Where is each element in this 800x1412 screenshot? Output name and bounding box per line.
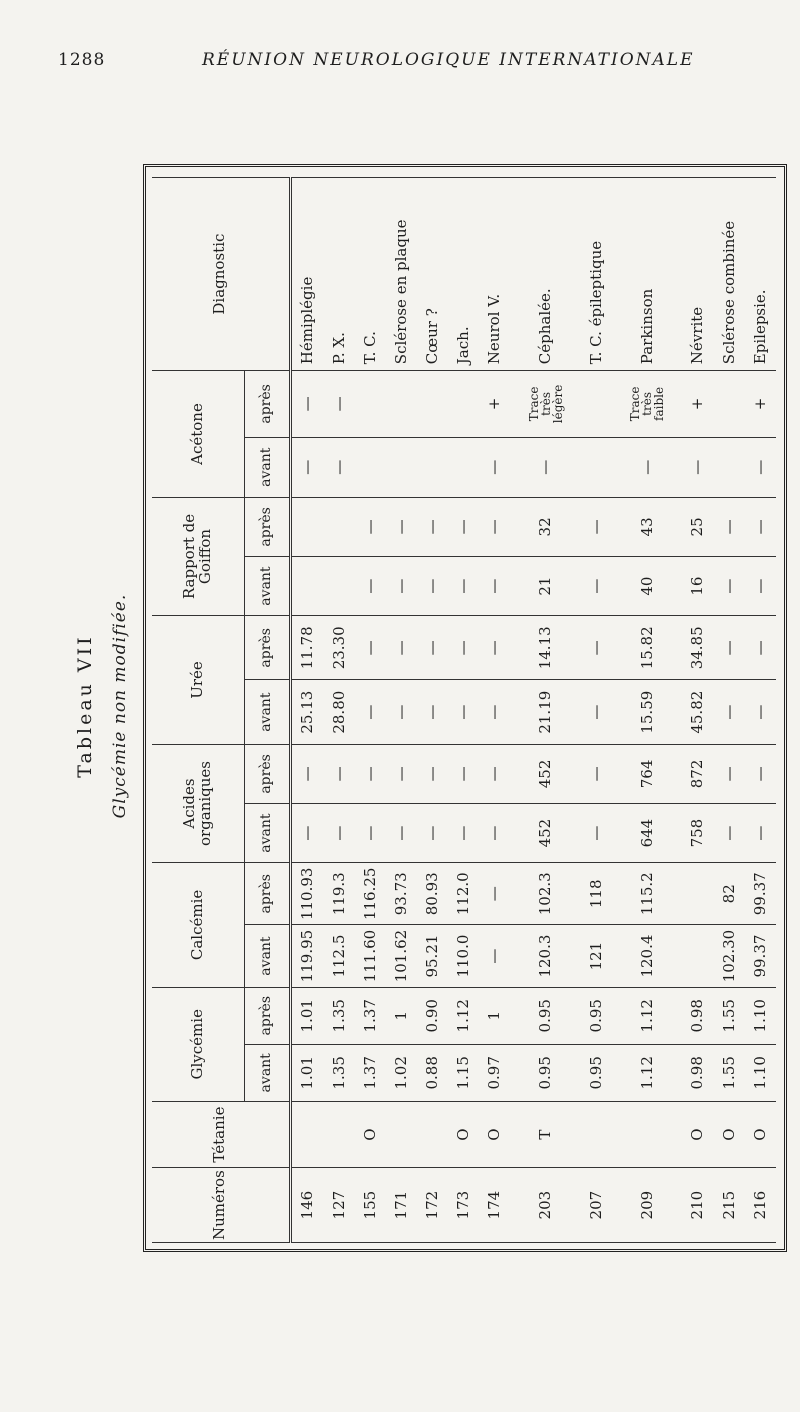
cell-acetone-avant: — bbox=[510, 437, 581, 497]
cell-numero: 203 bbox=[510, 1168, 581, 1243]
header-diagnostic: Diagnostic bbox=[152, 178, 290, 371]
cell-calcemie-apres: 112.0 bbox=[448, 863, 479, 925]
cell-uree-avant: — bbox=[745, 680, 776, 744]
cell-uree-apres: 34.85 bbox=[683, 616, 714, 680]
cell-glycemie-apres: 1.35 bbox=[324, 987, 355, 1044]
cell-diagnostic: Epilepsie. bbox=[745, 178, 776, 371]
cell-uree-apres: — bbox=[479, 616, 510, 680]
cell-rapport-apres: — bbox=[745, 497, 776, 556]
cell-diagnostic: Neurol V. bbox=[479, 178, 510, 371]
cell-numero: 209 bbox=[612, 1168, 683, 1243]
cell-rapport-apres: — bbox=[714, 497, 745, 556]
cell-acides-avant: — bbox=[714, 804, 745, 863]
cell-acetone-avant: — bbox=[745, 437, 776, 497]
table-row bbox=[479, 178, 510, 1243]
cell-uree-apres: — bbox=[417, 616, 448, 680]
cell-uree-avant: 25.13 bbox=[290, 680, 324, 744]
cell-glycemie-avant: 0.95 bbox=[581, 1044, 612, 1101]
cell-acides-avant: 452 bbox=[510, 804, 581, 863]
cell-uree-apres: — bbox=[714, 616, 745, 680]
cell-tetanie: O bbox=[683, 1101, 714, 1167]
cell-numero: 207 bbox=[581, 1168, 612, 1243]
cell-tetanie bbox=[612, 1101, 683, 1167]
cell-calcemie-avant: 99.37 bbox=[745, 925, 776, 987]
cell-acides-avant: — bbox=[290, 804, 324, 863]
header-acetone: Acétone bbox=[152, 371, 244, 498]
cell-acides-apres: — bbox=[479, 744, 510, 803]
cell-glycemie-apres: 0.90 bbox=[417, 987, 448, 1044]
cell-uree-avant: — bbox=[386, 680, 417, 744]
cell-diagnostic: Jach. bbox=[448, 178, 479, 371]
cell-calcemie-avant: 112.5 bbox=[324, 925, 355, 987]
table-row bbox=[612, 178, 683, 1243]
cell-numero: 174 bbox=[479, 1168, 510, 1243]
cell-calcemie-apres: 115.2 bbox=[612, 863, 683, 925]
subheader-avant: avant bbox=[244, 804, 290, 863]
cell-rapport-apres bbox=[290, 497, 324, 556]
cell-numero: 146 bbox=[290, 1168, 324, 1243]
cell-acetone-avant bbox=[714, 437, 745, 497]
cell-rapport-apres: — bbox=[581, 497, 612, 556]
cell-acides-avant: 644 bbox=[612, 804, 683, 863]
cell-rapport-apres: 43 bbox=[612, 497, 683, 556]
cell-numero: 155 bbox=[355, 1168, 386, 1243]
cell-uree-apres: — bbox=[581, 616, 612, 680]
header-glycemie: Glycémie bbox=[152, 987, 244, 1101]
cell-uree-avant: 21.19 bbox=[510, 680, 581, 744]
cell-uree-apres: 15.82 bbox=[612, 616, 683, 680]
cell-acides-apres: — bbox=[745, 744, 776, 803]
cell-acetone-apres: — bbox=[290, 371, 324, 437]
cell-rapport-avant: — bbox=[581, 556, 612, 615]
subheader-avant: avant bbox=[244, 680, 290, 744]
cell-acetone-avant bbox=[386, 437, 417, 497]
cell-acetone-avant: — bbox=[683, 437, 714, 497]
cell-acides-apres: — bbox=[417, 744, 448, 803]
cell-diagnostic: Sclérose combinée bbox=[714, 178, 745, 371]
cell-acides-avant: — bbox=[581, 804, 612, 863]
running-head-title: RÉUNION NEUROLOGIQUE INTERNATIONALE bbox=[202, 50, 695, 70]
cell-uree-apres: — bbox=[745, 616, 776, 680]
cell-acetone-avant bbox=[355, 437, 386, 497]
cell-acetone-avant bbox=[448, 437, 479, 497]
cell-acetone-apres bbox=[448, 371, 479, 437]
cell-glycemie-avant: 1.10 bbox=[745, 1044, 776, 1101]
cell-diagnostic: Parkinson bbox=[612, 178, 683, 371]
cell-glycemie-apres: 1.37 bbox=[355, 987, 386, 1044]
cell-glycemie-apres: 0.95 bbox=[581, 987, 612, 1044]
cell-calcemie-avant: 95.21 bbox=[417, 925, 448, 987]
cell-tetanie: O bbox=[714, 1101, 745, 1167]
cell-acetone-avant bbox=[581, 437, 612, 497]
cell-calcemie-avant: 120.4 bbox=[612, 925, 683, 987]
cell-calcemie-avant: 110.0 bbox=[448, 925, 479, 987]
cell-tetanie: T bbox=[510, 1101, 581, 1167]
cell-rapport-avant bbox=[290, 556, 324, 615]
cell-rapport-apres: — bbox=[386, 497, 417, 556]
cell-calcemie-avant: 120.3 bbox=[510, 925, 581, 987]
cell-acides-avant: — bbox=[324, 804, 355, 863]
cell-uree-avant: 15.59 bbox=[612, 680, 683, 744]
cell-glycemie-avant: 1.37 bbox=[355, 1044, 386, 1101]
subheader-avant: avant bbox=[244, 925, 290, 987]
header-tetanie: Tétanie bbox=[152, 1101, 290, 1167]
cell-calcemie-apres: 110.93 bbox=[290, 863, 324, 925]
cell-acetone-avant: — bbox=[290, 437, 324, 497]
cell-numero: 172 bbox=[417, 1168, 448, 1243]
cell-glycemie-apres: 1 bbox=[386, 987, 417, 1044]
cell-rapport-apres: — bbox=[355, 497, 386, 556]
cell-calcemie-apres: 102.3 bbox=[510, 863, 581, 925]
header-rapport: Rapport de Goiffon bbox=[152, 497, 244, 615]
cell-acetone-apres: Trace très faible bbox=[612, 371, 683, 437]
cell-glycemie-apres: 1.55 bbox=[714, 987, 745, 1044]
cell-acides-avant: — bbox=[386, 804, 417, 863]
cell-rapport-avant: 40 bbox=[612, 556, 683, 615]
cell-acetone-apres: — bbox=[324, 371, 355, 437]
cell-uree-apres: — bbox=[355, 616, 386, 680]
subheader-apres: après bbox=[244, 744, 290, 803]
cell-acides-apres: — bbox=[581, 744, 612, 803]
table-row bbox=[417, 178, 448, 1243]
cell-diagnostic: Hémiplégie bbox=[290, 178, 324, 371]
cell-acetone-apres: + bbox=[479, 371, 510, 437]
cell-acides-apres: 872 bbox=[683, 744, 714, 803]
subheader-avant: avant bbox=[244, 556, 290, 615]
cell-glycemie-apres: 1 bbox=[479, 987, 510, 1044]
header-calcemie: Calcémie bbox=[152, 863, 244, 988]
cell-tetanie bbox=[417, 1101, 448, 1167]
cell-calcemie-apres: 99.37 bbox=[745, 863, 776, 925]
cell-tetanie: O bbox=[355, 1101, 386, 1167]
cell-calcemie-apres: 116.25 bbox=[355, 863, 386, 925]
cell-acetone-apres bbox=[355, 371, 386, 437]
cell-acides-apres: — bbox=[324, 744, 355, 803]
cell-acetone-avant: — bbox=[479, 437, 510, 497]
cell-calcemie-apres: 93.73 bbox=[386, 863, 417, 925]
cell-acetone-avant: — bbox=[324, 437, 355, 497]
cell-diagnostic: Cœur ? bbox=[417, 178, 448, 371]
cell-tetanie: O bbox=[745, 1101, 776, 1167]
cell-glycemie-avant: 1.15 bbox=[448, 1044, 479, 1101]
cell-tetanie: O bbox=[479, 1101, 510, 1167]
cell-calcemie-apres: 119.3 bbox=[324, 863, 355, 925]
subheader-apres: après bbox=[244, 863, 290, 925]
cell-rapport-avant: 16 bbox=[683, 556, 714, 615]
table-row bbox=[581, 178, 612, 1243]
cell-tetanie bbox=[290, 1101, 324, 1167]
cell-diagnostic: Névrite bbox=[683, 178, 714, 371]
table-row bbox=[386, 178, 417, 1243]
cell-acetone-avant: — bbox=[612, 437, 683, 497]
table-row bbox=[324, 178, 355, 1243]
cell-rapport-avant: — bbox=[355, 556, 386, 615]
cell-numero: 173 bbox=[448, 1168, 479, 1243]
cell-acetone-apres bbox=[714, 371, 745, 437]
cell-numero: 210 bbox=[683, 1168, 714, 1243]
cell-acetone-apres bbox=[386, 371, 417, 437]
subheader-avant: avant bbox=[244, 437, 290, 497]
cell-rapport-avant: — bbox=[745, 556, 776, 615]
table-row bbox=[355, 178, 386, 1243]
cell-calcemie-apres bbox=[683, 863, 714, 925]
cell-rapport-apres: 25 bbox=[683, 497, 714, 556]
cell-rapport-avant: — bbox=[714, 556, 745, 615]
cell-glycemie-avant: 1.55 bbox=[714, 1044, 745, 1101]
cell-diagnostic: Sclérose en plaque bbox=[386, 178, 417, 371]
cell-glycemie-avant: 0.97 bbox=[479, 1044, 510, 1101]
cell-uree-avant: — bbox=[479, 680, 510, 744]
cell-rapport-apres: 32 bbox=[510, 497, 581, 556]
cell-glycemie-apres: 0.95 bbox=[510, 987, 581, 1044]
cell-acetone-apres: + bbox=[745, 371, 776, 437]
subheader-apres: après bbox=[244, 987, 290, 1044]
cell-acides-apres: — bbox=[448, 744, 479, 803]
cell-numero: 215 bbox=[714, 1168, 745, 1243]
subheader-apres: après bbox=[244, 497, 290, 556]
cell-acides-avant: — bbox=[745, 804, 776, 863]
cell-calcemie-avant bbox=[683, 925, 714, 987]
cell-glycemie-avant: 0.88 bbox=[417, 1044, 448, 1101]
cell-acides-avant: 758 bbox=[683, 804, 714, 863]
cell-acides-avant: — bbox=[448, 804, 479, 863]
header-uree: Urée bbox=[152, 616, 244, 745]
cell-glycemie-apres: 1.01 bbox=[290, 987, 324, 1044]
cell-uree-avant: — bbox=[581, 680, 612, 744]
cell-rapport-avant: — bbox=[448, 556, 479, 615]
data-table bbox=[152, 177, 776, 1243]
cell-calcemie-avant: 101.62 bbox=[386, 925, 417, 987]
table-subtitle: Glycémie non modifiée. bbox=[110, 593, 130, 819]
cell-tetanie bbox=[581, 1101, 612, 1167]
cell-rapport-apres: — bbox=[417, 497, 448, 556]
cell-calcemie-apres: 80.93 bbox=[417, 863, 448, 925]
cell-uree-apres: — bbox=[448, 616, 479, 680]
cell-glycemie-avant: 1.35 bbox=[324, 1044, 355, 1101]
cell-acides-apres: 452 bbox=[510, 744, 581, 803]
cell-calcemie-avant: 121 bbox=[581, 925, 612, 987]
cell-calcemie-apres: 82 bbox=[714, 863, 745, 925]
cell-glycemie-avant: 0.95 bbox=[510, 1044, 581, 1101]
cell-rapport-apres bbox=[324, 497, 355, 556]
cell-numero: 171 bbox=[386, 1168, 417, 1243]
cell-glycemie-apres: 0.98 bbox=[683, 987, 714, 1044]
cell-acides-avant: — bbox=[355, 804, 386, 863]
table-row bbox=[714, 178, 745, 1243]
cell-rapport-avant: 21 bbox=[510, 556, 581, 615]
cell-glycemie-apres: 1.12 bbox=[448, 987, 479, 1044]
cell-uree-avant: — bbox=[355, 680, 386, 744]
cell-calcemie-apres: 118 bbox=[581, 863, 612, 925]
cell-acetone-apres: Trace très légère bbox=[510, 371, 581, 437]
cell-rapport-avant bbox=[324, 556, 355, 615]
cell-acides-apres: 764 bbox=[612, 744, 683, 803]
cell-diagnostic: Céphalée. bbox=[510, 178, 581, 371]
cell-uree-avant: — bbox=[714, 680, 745, 744]
cell-rapport-apres: — bbox=[448, 497, 479, 556]
cell-diagnostic: T. C. bbox=[355, 178, 386, 371]
cell-tetanie: O bbox=[448, 1101, 479, 1167]
cell-glycemie-apres: 1.10 bbox=[745, 987, 776, 1044]
cell-diagnostic: T. C. épileptique bbox=[581, 178, 612, 371]
cell-tetanie bbox=[386, 1101, 417, 1167]
cell-glycemie-avant: 1.12 bbox=[612, 1044, 683, 1101]
cell-rapport-avant: — bbox=[417, 556, 448, 615]
cell-rapport-apres: — bbox=[479, 497, 510, 556]
cell-acides-apres: — bbox=[290, 744, 324, 803]
cell-numero: 127 bbox=[324, 1168, 355, 1243]
cell-glycemie-avant: 1.01 bbox=[290, 1044, 324, 1101]
cell-glycemie-avant: 1.02 bbox=[386, 1044, 417, 1101]
subheader-avant: avant bbox=[244, 1044, 290, 1101]
table-row bbox=[448, 178, 479, 1243]
cell-uree-avant: 28.80 bbox=[324, 680, 355, 744]
cell-calcemie-avant: — bbox=[479, 925, 510, 987]
cell-uree-avant: — bbox=[448, 680, 479, 744]
table-title: Tableau VII bbox=[74, 634, 96, 778]
table-frame bbox=[143, 164, 787, 1252]
cell-acides-apres: — bbox=[714, 744, 745, 803]
cell-numero: 216 bbox=[745, 1168, 776, 1243]
cell-acides-apres: — bbox=[355, 744, 386, 803]
cell-uree-apres: — bbox=[386, 616, 417, 680]
cell-tetanie bbox=[324, 1101, 355, 1167]
cell-rapport-avant: — bbox=[479, 556, 510, 615]
header-numeros: Numéros bbox=[152, 1168, 290, 1243]
cell-glycemie-avant: 0.98 bbox=[683, 1044, 714, 1101]
cell-uree-avant: 45.82 bbox=[683, 680, 714, 744]
cell-calcemie-avant: 111.60 bbox=[355, 925, 386, 987]
cell-calcemie-avant: 119.95 bbox=[290, 925, 324, 987]
cell-uree-apres: 23.30 bbox=[324, 616, 355, 680]
cell-uree-apres: 14.13 bbox=[510, 616, 581, 680]
cell-uree-apres: 11.78 bbox=[290, 616, 324, 680]
cell-diagnostic: P. X. bbox=[324, 178, 355, 371]
header-acides: Acides organiques bbox=[152, 744, 244, 862]
cell-acetone-apres bbox=[581, 371, 612, 437]
cell-rapport-avant: — bbox=[386, 556, 417, 615]
cell-calcemie-apres: — bbox=[479, 863, 510, 925]
subheader-apres: après bbox=[244, 616, 290, 680]
cell-glycemie-apres: 1.12 bbox=[612, 987, 683, 1044]
cell-uree-avant: — bbox=[417, 680, 448, 744]
table-row bbox=[745, 178, 776, 1243]
cell-acetone-apres: + bbox=[683, 371, 714, 437]
table-row bbox=[290, 178, 324, 1243]
cell-acetone-avant bbox=[417, 437, 448, 497]
cell-acides-avant: — bbox=[417, 804, 448, 863]
subheader-apres: après bbox=[244, 371, 290, 437]
cell-acides-avant: — bbox=[479, 804, 510, 863]
page-number: 1288 bbox=[58, 50, 106, 70]
table-row bbox=[510, 178, 581, 1243]
cell-acides-apres: — bbox=[386, 744, 417, 803]
table-row bbox=[683, 178, 714, 1243]
cell-acetone-apres bbox=[417, 371, 448, 437]
cell-calcemie-avant: 102.30 bbox=[714, 925, 745, 987]
